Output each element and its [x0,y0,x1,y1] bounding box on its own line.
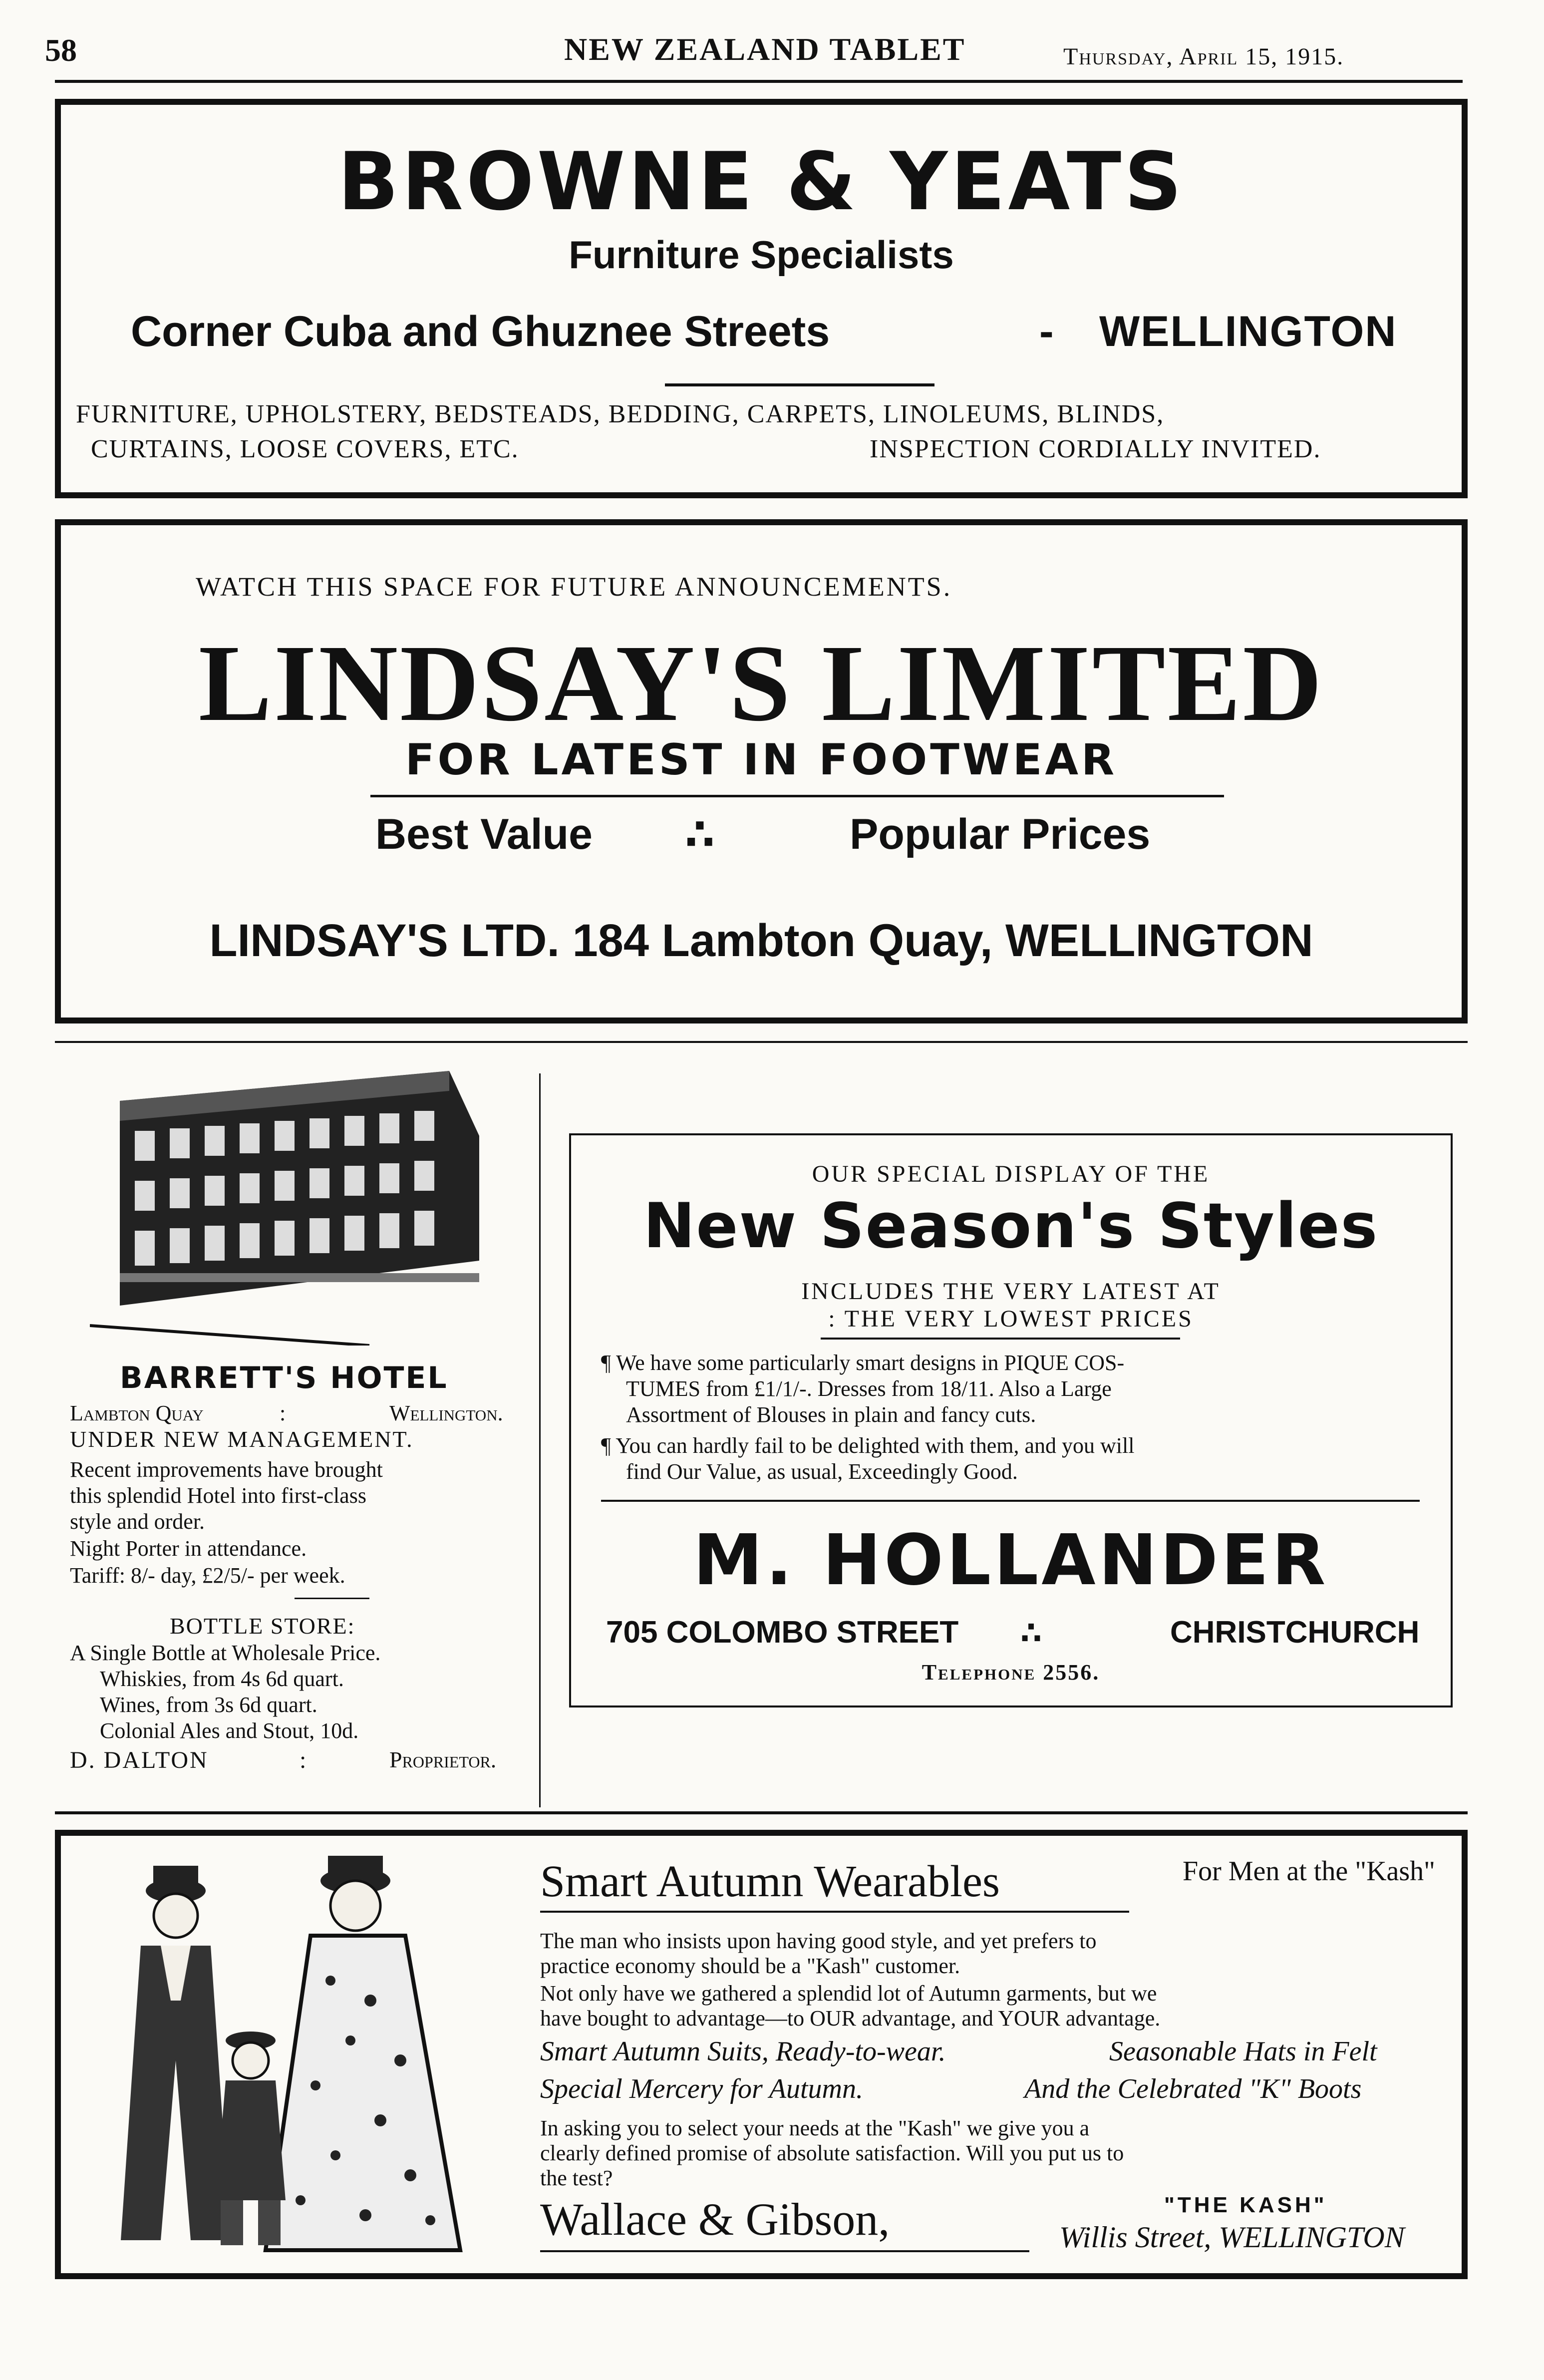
hollander-separator: ∴ [1020,1616,1042,1651]
section-rule [55,1041,1468,1043]
wallace-name-underline [540,2250,1029,2252]
wallace-fancy-1-right: Seasonable Hats in Felt [1109,2036,1377,2067]
lindsays-prices: Popular Prices [850,810,1151,858]
lindsays-separator: ∴ [685,811,715,859]
wallace-gibson-ad [55,1830,1468,2279]
wallace-p1-line1: The man who insists upon having good style, and yet prefers to [540,1929,1097,1953]
browne-yeats-divider [665,383,934,386]
browne-yeats-ad [55,99,1468,498]
hollander-street: 705 COLOMBO STREET [606,1615,959,1650]
barretts-desc-2: this splendid Hotel into first-class [70,1483,366,1508]
lindsays-value: Best Value [375,810,593,858]
barretts-management: UNDER NEW MANAGEMENT. [70,1426,414,1452]
hollander-intro: OUR SPECIAL DISPLAY OF THE [812,1161,1210,1187]
barretts-location-right: Wellington. [389,1401,503,1425]
barretts-desc-1: Recent improvements have brought [70,1457,383,1482]
wallace-p3-line1: In asking you to select your needs at the "Kash" we give you a [540,2116,1090,2140]
barretts-porter: Night Porter in attendance. [70,1536,307,1561]
barretts-name: BARRETT'S HOTEL [120,1360,448,1395]
hollander-city: CHRISTCHURCH [1170,1615,1420,1650]
hollander-headline: New Season's Styles [643,1190,1379,1262]
browne-yeats-city: WELLINGTON [1099,308,1397,355]
browne-yeats-goods-1: FURNITURE, UPHOLSTERY, BEDSTEADS, BEDDING, CARPETS, LINOLEUMS, BLINDS, [76,400,1165,428]
browne-yeats-tagline: Furniture Specialists [569,233,954,277]
section-rule-2 [55,1811,1468,1814]
lindsays-ad [55,519,1468,1023]
wallace-p2-line2: have bought to advantage—to OUR advantage, and YOUR advantage. [540,2006,1161,2031]
hollander-divider [821,1338,1180,1340]
lindsays-announcement: WATCH THIS SPACE FOR FUTURE ANNOUNCEMENTS. [196,572,952,602]
hollander-para2-line2: find Our Value, as usual, Exceedingly Good. [626,1459,1018,1484]
header-rule [55,80,1463,83]
barretts-bottle-store: BOTTLE STORE: [170,1613,355,1639]
hollander-telephone: Telephone 2556. [922,1660,1100,1685]
issue-date: Thursday, April 15, 1915. [1063,43,1344,70]
column-divider [539,1073,541,1807]
barretts-divider [295,1598,369,1599]
barretts-bottle-2: Whiskies, from 4s 6d quart. [100,1667,344,1691]
hotel-building-illustration [90,1046,489,1346]
wallace-p2-line1: Not only have we gathered a splendid lot of Autumn garments, but we [540,1981,1157,2006]
barretts-location-left: Lambton Quay [70,1401,204,1425]
page-number: 58 [45,32,77,68]
barretts-bottle-1: A Single Bottle at Wholesale Price. [70,1641,381,1665]
barretts-bottle-3: Wines, from 3s 6d quart. [100,1693,317,1717]
lindsays-name: LINDSAY'S LIMITED [198,622,1324,744]
wallace-p3-line3: the test? [540,2166,613,2190]
wallace-store: "THE KASH" [1164,2193,1327,2217]
browne-yeats-dash: - [1039,308,1054,355]
autumn-clothing-illustration [101,1851,540,2260]
barretts-desc-3: style and order. [70,1509,205,1534]
barretts-proprietor-title: Proprietor. [389,1747,497,1772]
wallace-name: Wallace & Gibson, [540,2194,890,2245]
wallace-fancy-1-left: Smart Autumn Suits, Ready-to-wear. [540,2036,946,2067]
wallace-aside: For Men at the "Kash" [1182,1856,1436,1887]
barretts-proprietor-colon: : [300,1747,307,1773]
wallace-headline-underline [540,1911,1129,1913]
wallace-address: Willis Street, WELLINGTON [1059,2221,1405,2254]
hollander-includes-2: : THE VERY LOWEST PRICES [828,1306,1194,1332]
hollander-para1-line1: ¶ We have some particularly smart designs in PIQUE COS- [601,1351,1125,1375]
masthead-title: NEW ZEALAND TABLET [564,31,966,67]
hollander-para1-line2: TUMES from £1/1/-. Dresses from 18/11. Also a Large [626,1376,1112,1401]
wallace-headline: Smart Autumn Wearables [540,1857,1000,1906]
lindsays-footwear: FOR LATEST IN FOOTWEAR [405,735,1118,785]
hollander-includes-1: INCLUDES THE VERY LATEST AT [801,1278,1221,1305]
wallace-fancy-2-left: Special Mercery for Autumn. [540,2073,863,2104]
hollander-para1-line3: Assortment of Blouses in plain and fancy cuts. [626,1402,1036,1427]
barretts-proprietor-name: D. DALTON [70,1747,209,1773]
barretts-bottle-4: Colonial Ales and Stout, 10d. [100,1718,359,1743]
wallace-p1-line2: practice economy should be a "Kash" customer. [540,1954,960,1978]
hollander-ad [569,1133,1453,1707]
barretts-location-colon: : [280,1401,286,1425]
browne-yeats-address: Corner Cuba and Ghuznee Streets [131,308,830,355]
browne-yeats-name: BROWNE & YEATS [337,135,1185,228]
wallace-fancy-2-right: And the Celebrated "K" Boots [1024,2073,1362,2104]
lindsays-address: LINDSAY'S LTD. 184 Lambton Quay, WELLINGTON [209,915,1313,966]
browne-yeats-goods-2: CURTAINS, LOOSE COVERS, ETC. [91,435,519,463]
hollander-name: M. HOLLANDER [693,1520,1329,1601]
wallace-p3-line2: clearly defined promise of absolute satisfaction. Will you put us to [540,2141,1124,2165]
hollander-divider-2 [601,1500,1420,1502]
barretts-tariff: Tariff: 8/- day, £2/5/- per week. [70,1563,345,1588]
browne-yeats-inspection: INSPECTION CORDIALLY INVITED. [870,435,1321,463]
lindsays-divider [370,795,1224,797]
hollander-para2-line1: ¶ You can hardly fail to be delighted with them, and you will [601,1433,1135,1458]
